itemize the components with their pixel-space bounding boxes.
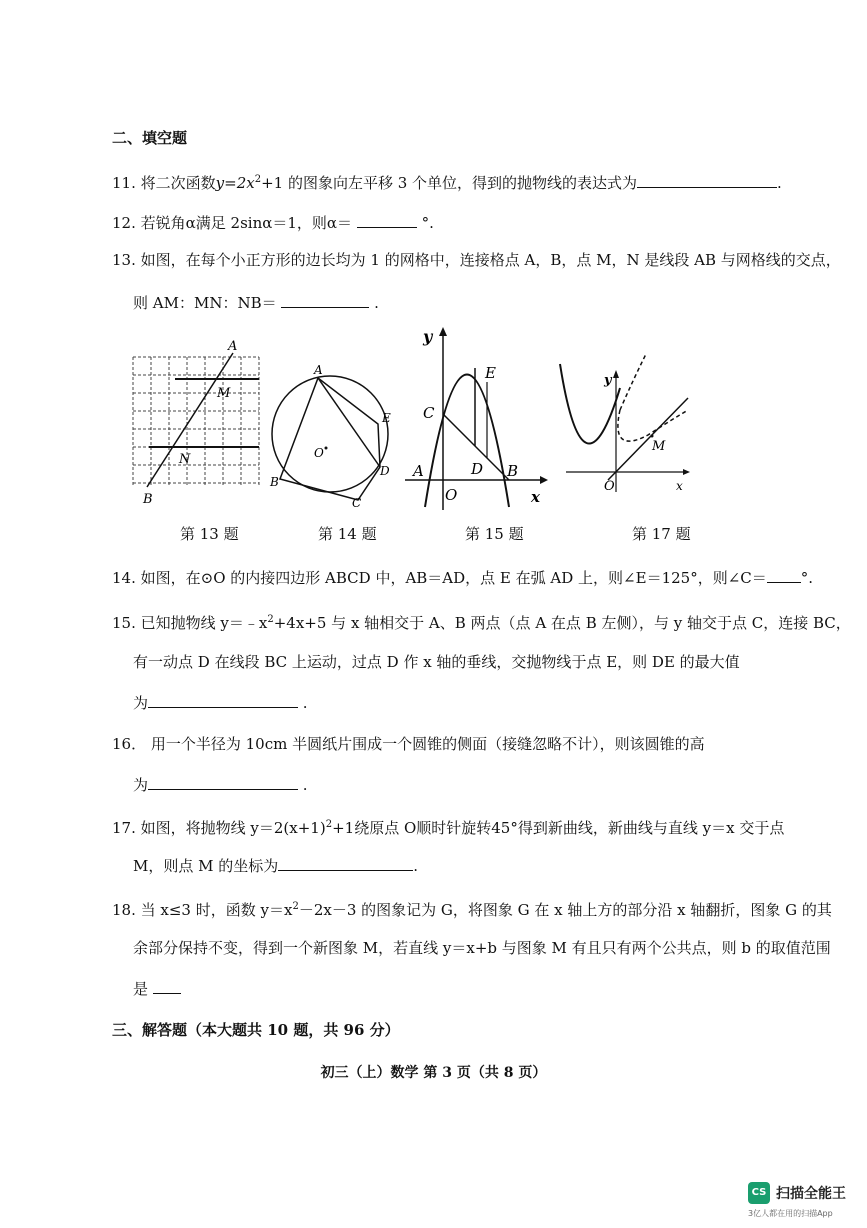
q16-text-a: 用一个半径为 10cm 半圆纸片围成一个圆锥的侧面（接缝忽略不计），则该圆锥的高 (150, 735, 705, 753)
q17-number: 17. (112, 819, 136, 837)
question-14 (112, 567, 813, 588)
q15-text-b: +4x+5 与 x 轴相交于 A、B 两点（点 A 在点 B 左侧），与 y 轴交于点 C，连接 BC， (273, 614, 851, 632)
q12-answer-blank[interactable] (357, 212, 417, 228)
figure-17-caption: 第 17 题 (632, 525, 691, 543)
fig13-label-a: A (228, 339, 238, 354)
figure-15-caption: 第 15 题 (465, 525, 524, 543)
question-11 (112, 170, 782, 193)
q17-end: . (413, 857, 419, 875)
q16-number: 16． (112, 735, 147, 753)
q12-text-a: 若锐角α满足 2sinα＝1，则α＝ (140, 214, 353, 232)
question-18-line1 (112, 897, 832, 920)
q18-answer-blank[interactable] (153, 978, 181, 994)
question-15-line3 (133, 692, 308, 713)
q13-answer-blank[interactable] (281, 292, 369, 308)
q17-answer-blank[interactable] (278, 855, 413, 871)
q11-answer-blank[interactable] (637, 172, 777, 188)
fig14-label-c: C (352, 496, 362, 510)
fig15-label-b: B (507, 462, 519, 480)
question-13-line2 (133, 292, 379, 313)
section-3-title: 三、解答题（本大题共 10 题，共 96 分） (112, 1021, 400, 1039)
q18-text-d: 是 (133, 980, 149, 998)
fig15-label-o: O (445, 486, 458, 504)
fig13-label-m: M (217, 386, 231, 401)
question-18-line2 (133, 938, 831, 958)
figure-17-rotation (548, 350, 698, 500)
q18-exp: 2 (292, 901, 299, 912)
q16-text-b: 为 (133, 776, 149, 794)
fig15-label-d: D (471, 460, 484, 478)
q11-exp: 2 (254, 174, 262, 185)
scanner-name: 扫描全能王 (776, 1186, 846, 1202)
fig14-label-d: D (380, 464, 390, 478)
q13-text-a: 如图，在每个小正方形的边长均为 1 的网格中，连接格点 A，B，点 M，N 是线段 AB 与网格线的交点， (140, 251, 841, 269)
q12-end: °. (421, 214, 434, 232)
question-16-line1 (112, 734, 705, 754)
question-15-line2 (133, 652, 740, 672)
q11-text-a: 将二次函数 (140, 174, 216, 192)
q14-text-a: 如图，在⊙O 的内接四边形 ABCD 中，AB＝AD，点 E 在弧 AD 上，则∠E＝125°，则∠C＝ (140, 569, 767, 587)
q13-end: . (374, 294, 379, 312)
q14-answer-blank[interactable] (767, 567, 801, 583)
q18-text-a: 当 x≤3 时，函数 y＝x (140, 901, 293, 919)
fig14-label-e: E (382, 411, 391, 425)
figure-13-caption: 第 13 题 (180, 525, 239, 543)
q18-text-c: 余部分保持不变，得到一个新图象 M，若直线 y＝x+b 与图象 M 有且只有两个公共点，则 b 的取值范围 (133, 939, 831, 957)
q14-number: 14. (112, 569, 136, 587)
q12-number: 12. (112, 214, 136, 232)
q18-text-b: －2x－3 的图象记为 G，将图象 G 在 x 轴上方的部分沿 x 轴翻折，图象 G 的其 (298, 901, 832, 919)
fig13-label-b: B (143, 492, 153, 507)
page-footer: 初三（上）数学 第 3 页（共 8 页） (320, 1065, 547, 1081)
fig15-label-y: y (423, 327, 433, 346)
question-18-line3 (133, 978, 181, 999)
scanner-watermark (748, 1182, 858, 1222)
fig17-label-x: x (676, 479, 683, 493)
q16-answer-blank[interactable] (148, 774, 298, 790)
question-13-line1 (112, 250, 841, 270)
q15-answer-blank[interactable] (148, 692, 298, 708)
fig13-label-n: N (179, 452, 191, 467)
figure-13-grid (125, 335, 265, 510)
q17-text-b: +1绕原点 O顺时针旋转45°得到新曲线，新曲线与直线 y＝x 交于点 (332, 819, 785, 837)
fig15-label-e: E (485, 364, 496, 382)
fig14-label-a: A (314, 363, 323, 377)
scanner-logo-icon: CS (748, 1182, 770, 1204)
scanner-tagline: 3亿人都在用的扫描App (748, 1209, 833, 1218)
q17-text-c: M，则点 M 的坐标为 (133, 857, 279, 875)
q15-number: 15. (112, 614, 136, 632)
fig14-label-o: O (314, 446, 324, 460)
q11-text-b: +1 的图象向左平移 3 个单位，得到的抛物线的表达式为 (261, 174, 638, 192)
question-17-line1 (112, 815, 784, 838)
q15-text-d: 为 (133, 694, 149, 712)
fig15-label-x: x (531, 488, 540, 506)
q15-exp: 2 (267, 614, 274, 625)
figure-14-circle (268, 342, 403, 512)
q11-end: . (777, 174, 782, 192)
question-16-line2 (133, 774, 308, 795)
fig17-label-m: M (652, 439, 666, 454)
fig17-label-o: O (604, 479, 615, 494)
q15-text-c: 有一动点 D 在线段 BC 上运动，过点 D 作 x 轴的垂线，交抛物线于点 E，则 DE 的最大值 (133, 653, 740, 671)
question-17-line2 (133, 855, 418, 876)
question-12 (112, 212, 434, 233)
q13-number: 13. (112, 251, 136, 269)
q17-exp: 2 (325, 819, 333, 830)
q14-end: °. (800, 569, 814, 587)
fig14-label-b: B (270, 475, 279, 489)
q16-end: . (302, 776, 308, 794)
section-2-title: 二、填空题 (112, 129, 188, 147)
fig15-label-c: C (423, 404, 435, 422)
question-15-line1 (112, 610, 851, 633)
q18-number: 18. (112, 901, 136, 919)
fig15-label-a: A (413, 462, 424, 480)
q11-func: y=2x (215, 174, 255, 192)
figure-15-parabola (405, 322, 550, 512)
q15-end: . (302, 694, 308, 712)
fig17-label-y: y (604, 373, 612, 388)
figure-14-caption: 第 14 题 (318, 525, 377, 543)
q11-number: 11. (112, 174, 136, 192)
q15-text-a: 已知抛物线 y＝﹣x (140, 614, 268, 632)
q13-text-b: 则 AM：MN：NB＝ (133, 294, 277, 312)
q17-text-a: 如图，将抛物线 y＝2(x+1) (140, 819, 326, 837)
